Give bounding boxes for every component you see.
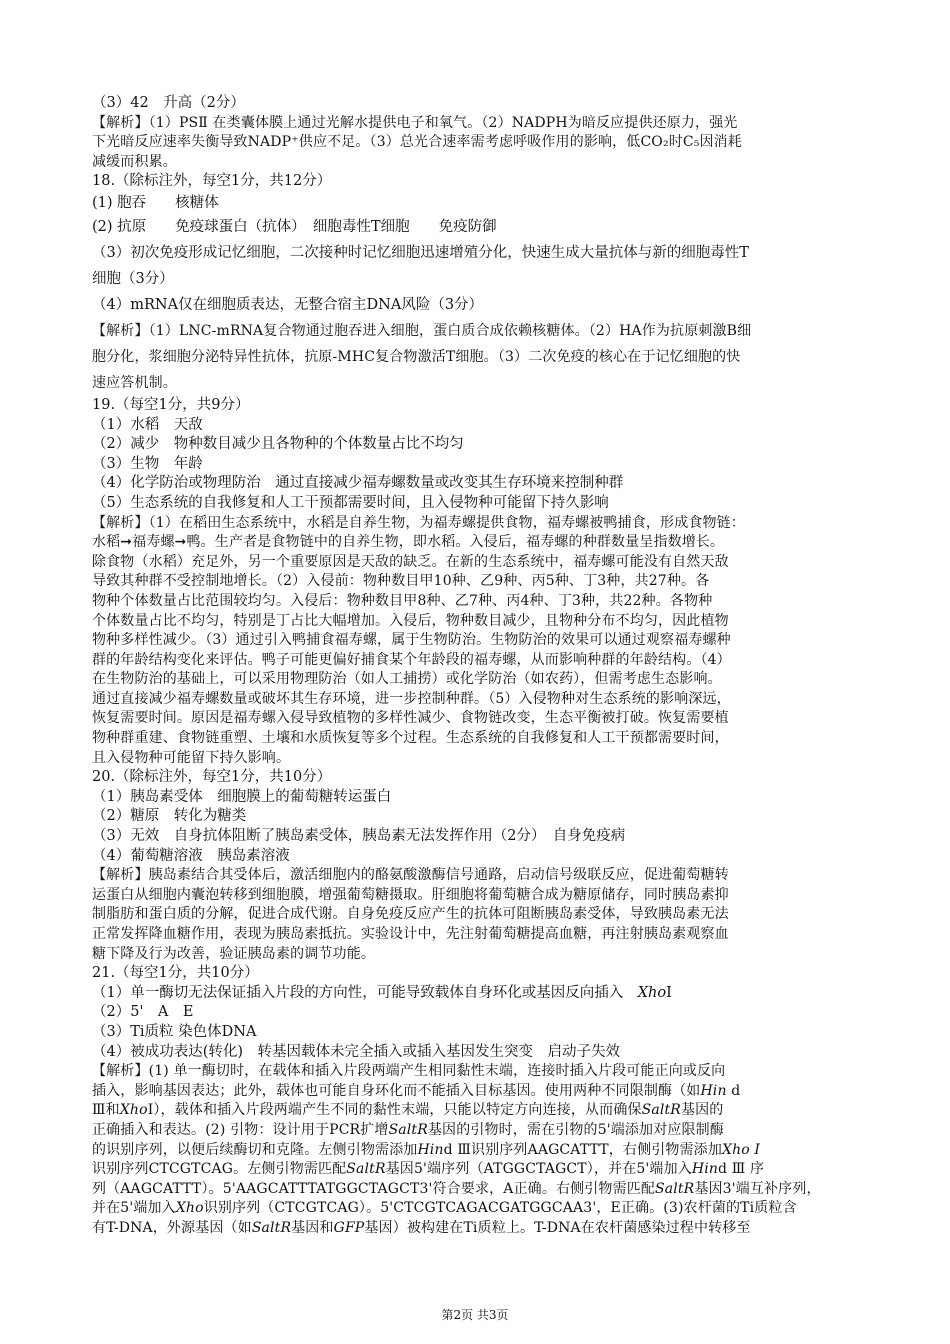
explanation-line: 正确插入和表达。(2) 引物：设计用于PCR扩增SaltR基因的引物时，需在引物的5'端添加对应限制酶 [92, 1121, 724, 1138]
answer-line: （3）Ti质粒 染色体DNA [92, 1023, 257, 1040]
answer-line: （4）mRNA仅在细胞质表达，无整合宿主DNA风险（3分） [92, 296, 484, 313]
answer-line: （3）生物 年龄 [92, 455, 203, 472]
answer-line: (1) 胞吞 核糖体 [92, 194, 219, 211]
explanation-line: 并在5'端加入Xho识别序列（CTCGTCAG）。5'CTCGTCAGACGATGGCAA3'，E正确。(3)农杆菌的Ti质粒含 [92, 1200, 797, 1217]
answer-line: 细胞（3分） [92, 270, 174, 287]
explanation-line: Ⅲ和XhoⅠ），载体和插入片段两端产生不同的黏性末端，只能以特定方向连接，从而确保SaltR基因的 [92, 1102, 724, 1119]
answer-line: （1）胰岛素受体 细胞膜上的葡萄糖转运蛋白 [92, 788, 392, 805]
question-20-header: 20.（除标注外，每空1分，共10分） [92, 769, 332, 786]
explanation-line: 插入，影响基因表达；此外，载体也可能自身环化而不能插入目标基因。使用两种不同限制酶（如Hin d [92, 1082, 741, 1099]
explanation-line: 物种个体数量占比范围较均匀。入侵后：物种数目甲8种、乙7种、丙4种、丁3种，共22种。各物种 [92, 592, 713, 609]
answer-line: （4）被成功表达(转化) 转基因载体未完全插入或插入基因发生突变 启动子失效 [92, 1043, 621, 1060]
explanation-line: 减缓而积累。 [92, 153, 177, 170]
explanation-line: 速应答机制。 [92, 374, 177, 391]
page-footer: 第2页 共3页 [441, 1308, 509, 1322]
explanation-line: 胞分化，浆细胞分泌特异性抗体，抗原-MHC复合物激活T细胞。（3）二次免疫的核心在于记忆细胞的快 [92, 348, 741, 365]
question-19-header: 19.（每空1分，共9分） [92, 396, 250, 413]
explanation-line: 在生物防治的基础上，可以采用物理防治（如人工捕捞）或化学防治（如农药），但需考虑生态影响。 [92, 671, 722, 688]
explanation-line: 【解析】（1）LNC-mRNA复合物通过胞吞进入细胞，蛋白质合成依赖核糖体。（2）HA作为抗原刺激B细 [92, 322, 752, 339]
explanation-line: 【解析】（1）在稻田生态系统中，水稻是自养生物，为福寿螺提供食物，福寿螺被鸭捕食，形成食物链： [92, 514, 745, 531]
answer-line: （2）糖原 转化为糖类 [92, 808, 247, 825]
explanation-line: 运蛋白从细胞内囊泡转移到细胞膜，增强葡萄糖摄取。肝细胞将葡萄糖合成为糖原储存，同时胰岛素抑 [92, 886, 729, 903]
explanation-line: 恢复需要时间。原因是福寿螺入侵导致植物的多样性减少、食物链改变，生态平衡被打破。恢复需要植 [92, 710, 729, 727]
document-page [92, 94, 862, 1239]
explanation-line: 有T-DNA，外源基因（如SaltR基因和GFP基因）被构建在Ti质粒上。T-DNA在农杆菌感染过程中转移至 [92, 1219, 751, 1236]
explanation-line: 物种群重建、食物链重塑、土壤和水质恢复等多个过程。生态系统的自我修复和人工干预都需要时间， [92, 730, 729, 747]
answer-line: (2) 抗原 免疫球蛋白（抗体） 细胞毒性T细胞 免疫防御 [92, 218, 497, 235]
explanation-line: 【解析】胰岛素结合其受体后，激活细胞内的酪氨酸激酶信号通路，启动信号级联反应，促进葡萄糖转 [92, 867, 729, 884]
explanation-line: 【解析】（1）PSⅡ 在类囊体膜上通过光解水提供电子和氧气。（2）NADPH为暗反应提供还原力，强光 [92, 114, 738, 131]
explanation-line: 群的年龄结构变化来评估。鸭子可能更偏好捕食某个年龄段的福寿螺，从而影响种群的年龄结构。（4） [92, 651, 731, 668]
explanation-line: 个体数量占比不均匀，特别是丁占比大幅增加。入侵后，物种数目减少，且物种分布不均匀，因此植物 [92, 612, 729, 629]
explanation-line: 除食物（水稻）充足外，另一个重要原因是天敌的缺乏。在新的生态系统中，福寿螺可能没有自然天敌 [92, 553, 729, 570]
explanation-line: 【解析】(1) 单一酶切时，在载体和插入片段两端产生相同黏性末端，连接时插入片段可能正向或反向 [92, 1063, 726, 1080]
explanation-line: 列（AAGCATTT）。5'AAGCATTTATGGCTAGCT3'符合要求，A正确。右侧引物需匹配SaltR基因3'端互补序列， [92, 1180, 821, 1197]
answer-line: （2）5' A E [92, 1004, 194, 1021]
answer-line: （4）葡萄糖溶液 胰岛素溶液 [92, 847, 290, 864]
answer-line: （4）化学防治或物理防治 通过直接减少福寿螺数量或改变其生存环境来控制种群 [92, 475, 624, 492]
answer-line: （2）减少 物种数目减少且各物种的个体数量占比不均匀 [92, 436, 464, 453]
question-21-header: 21.（每空1分，共10分） [92, 965, 259, 982]
answer-line: （3）42 升高（2分） [92, 95, 245, 111]
explanation-line: 通过直接减少福寿螺数量或破坏其生存环境，进一步控制种群。（5）入侵物种对生态系统的影响深远， [92, 690, 731, 707]
answer-line: （1）单一酶切无法保证插入片段的方向性，可能导致载体自身环化或基因反向插入 XhoⅠ [92, 984, 672, 1001]
answer-line: （1）水稻 天敌 [92, 416, 203, 433]
explanation-line: 下光暗反应速率失衡导致NADP⁺供应不足。（3）总光合速率需考虑呼吸作用的影响，低CO₂时C₅因消耗 [92, 134, 742, 151]
explanation-line: 糖下降及行为改善，验证胰岛素的调节功能。 [92, 945, 375, 962]
question-18-header: 18.（除标注外，每空1分，共12分） [92, 173, 332, 190]
explanation-line: 且入侵物种可能留下持久影响。 [92, 749, 291, 766]
explanation-line: 识别序列CTCGTCAG。左侧引物需匹配SaltR基因5'端序列（ATGGCTAGCT），并在5'端加入Hind Ⅲ 序 [92, 1161, 765, 1178]
explanation-line: 导致其种群不受控制地增长。（2）入侵前：物种数目甲10种、乙9种、丙5种、丁3种，共27种。各 [92, 573, 710, 590]
explanation-line: 正常发挥降血糖作用，表现为胰岛素抵抗。实验设计中，先注射葡萄糖提高血糖，再注射胰岛素观察血 [92, 926, 729, 942]
explanation-line: 物种多样性减少。（3）通过引入鸭捕食福寿螺，属于生物防治。生物防治的效果可以通过观察福寿螺种 [92, 632, 731, 649]
answer-line: （3）初次免疫形成记忆细胞，二次接种时记忆细胞迅速增殖分化，快速生成大量抗体与新的细胞毒性T [92, 244, 749, 261]
answer-line: （3）无效 自身抗体阻断了胰岛素受体，胰岛素无法发挥作用（2分） 自身免疫病 [92, 828, 626, 845]
explanation-line: 制脂肪和蛋白质的分解，促进合成代谢。自身免疫反应产生的抗体可阻断胰岛素受体，导致胰岛素无法 [92, 906, 729, 923]
answer-line: （5）生态系统的自我修复和人工干预都需要时间，且入侵物种可能留下持久影响 [92, 494, 609, 511]
explanation-line: 的识别序列，以便后续酶切和克隆。左侧引物需添加Hind Ⅲ识别序列AAGCATTT，右侧引物需添加Xho Ⅰ [92, 1141, 761, 1158]
explanation-line: 水稻➞福寿螺➞鸭。生产者是食物链中的自养生物，即水稻。入侵后，福寿螺的种群数量呈指数增长。 [92, 534, 725, 551]
